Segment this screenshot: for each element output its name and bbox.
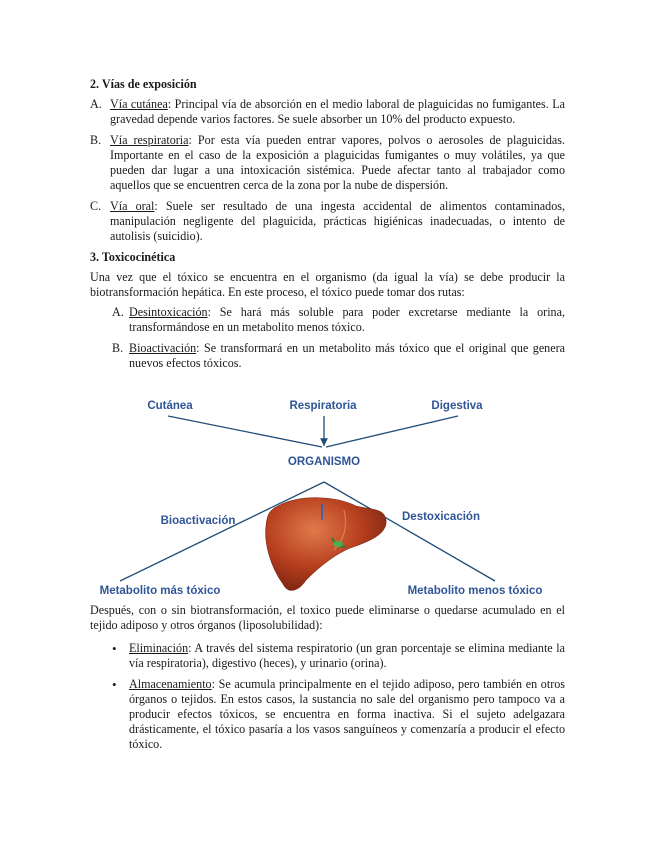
bullet-icon: • — [112, 641, 117, 656]
route-label-digestiva: Digestiva — [431, 400, 483, 412]
detoxication-label: Destoxicación — [402, 511, 480, 523]
section-2-heading: 2. Vías de exposición — [90, 77, 197, 91]
bullet-almacenamiento — [112, 677, 565, 752]
exposure-item-a — [90, 97, 565, 127]
item-term: Vía oral — [110, 199, 155, 213]
item-term: Vía cutánea — [110, 97, 168, 111]
item-text: : Suele ser resultado de una ingesta accidental de alimentos contaminados, manipulación negligente del plaguicida, prácticas higiénicas inadecuadas, o intento de autolisis (suicidio). — [110, 199, 565, 243]
item-label: C. — [90, 199, 102, 213]
item-label: B. — [90, 133, 102, 147]
item-text: : Se hará más soluble para poder excretarse mediante la orina, transformándose en un metabolito menos tóxico. — [129, 305, 565, 334]
item-term: Desintoxicación — [129, 305, 208, 319]
item-label: A. — [112, 305, 124, 319]
toxicokinetics-diagram — [100, 388, 560, 603]
item-term: Vía respiratoria — [110, 133, 189, 147]
bullet-term: Eliminación — [129, 641, 189, 655]
item-text: : Se transformará en un metabolito más tóxico que el original que genera nuevos efectos tóxicos. — [129, 341, 565, 370]
liver-icon — [266, 498, 387, 591]
item-text: : Por esta vía pueden entrar vapores, polvos o aerosoles de plaguicidas. Importante en el caso de la exposición a plaguicidas fumigantes o muy volátiles, ya que pueden dar lugar a una intoxicación sistémica. Puede afectar tanto al trabajador como aquellos que se encuentren cerca de la zona por la nube de dispersión. — [110, 133, 565, 192]
route-item-a — [112, 305, 565, 335]
item-label: A. — [90, 97, 102, 111]
bioactivation-label: Bioactivación — [160, 515, 236, 527]
arrow-digestiva — [326, 416, 458, 447]
route-label-respiratoria: Respiratoria — [289, 400, 357, 412]
bullet-icon: • — [112, 677, 117, 692]
item-label: B. — [112, 341, 124, 355]
bullet-term: Almacenamiento — [129, 677, 212, 691]
exposure-item-c — [90, 199, 565, 244]
route-label-cutanea: Cutánea — [147, 400, 193, 412]
after-paragraph: Después, con o sin biotransformación, el toxico puede eliminarse o quedarse acumulado en el tejido adiposo y otros órganos (liposolubilidad): — [90, 603, 565, 632]
bullet-eliminacion — [112, 641, 565, 671]
more-toxic-metabolite-label: Metabolito más tóxico — [100, 585, 221, 597]
bullet-text: : Se acumula principalmente en el tejido adiposo, pero también en otros órganos o tejidos. En estos casos, la sustancia no sale del organismo pero tampoco va a producir efectos tóxicos, se encuentra en forma inactiva. Si el sujeto adelgazara drásticamente, el tóxico pasaría a los vasos sanguíneos y comenzaría a producir el efecto tóxico. — [129, 677, 565, 751]
arrow-cutanea — [168, 416, 322, 447]
section-3-heading: 3. Toxicocinética — [90, 250, 176, 264]
item-text: : Principal vía de absorción en el medio laboral de plaguicidas no fumigantes. La gravedad depende varios factores. Se suele absorber un 10% del producto expuesto. — [110, 97, 565, 126]
route-item-b — [112, 341, 565, 371]
item-term: Bioactivación — [129, 341, 197, 355]
bullet-text: : A través del sistema respiratorio (un gran porcentaje se elimina mediante la vía respiratoria), digestivo (heces), y urinario (orina). — [129, 641, 565, 670]
exposure-item-b — [90, 133, 565, 193]
organismo-label: ORGANISMO — [287, 456, 361, 468]
less-toxic-metabolite-label: Metabolito menos tóxico — [407, 585, 543, 597]
toxicokinetics-intro: Una vez que el tóxico se encuentra en el organismo (da igual la vía) se debe producir la biotransformación hepática. En este proceso, el tóxico puede tomar dos rutas: — [90, 270, 565, 299]
